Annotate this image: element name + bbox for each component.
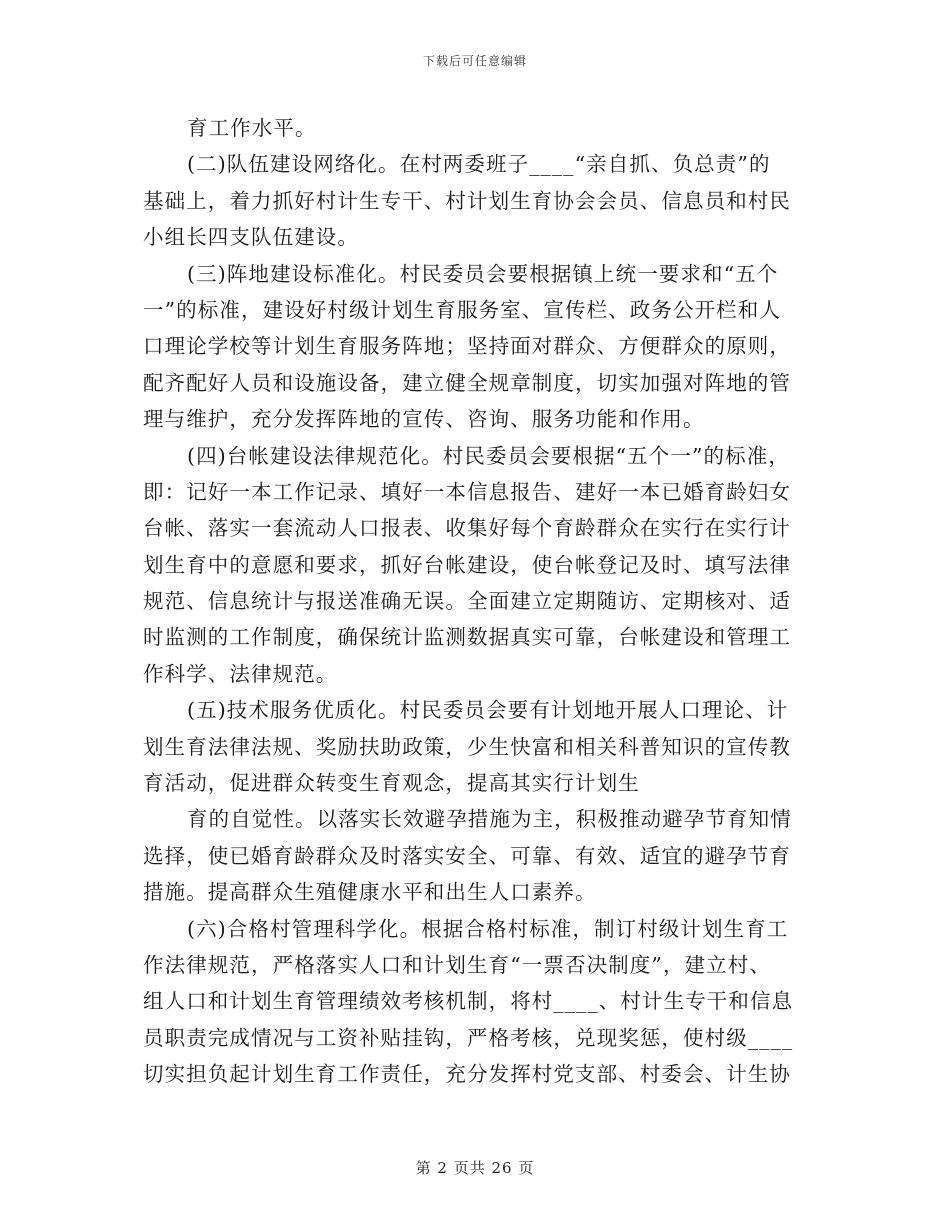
text-line: 即：记好一本工作记录、填好一本信息报告、建好一本已婚育龄妇女 (143, 479, 791, 504)
text-line: (三)阵地建设标准化。村民委员会要根据镇上统一要求和“五个 (187, 261, 779, 286)
text-line: 台帐、落实一套流动人口报表、收集好每个育龄群众在实行在实行计 (143, 516, 791, 541)
text-line: 育的自觉性。以落实长效避孕措施为主，积极推动避孕节育知情 (187, 807, 792, 832)
text-line: 划生育中的意愿和要求，抓好台帐建设，使台帐登记及时、填写法律 (143, 552, 791, 577)
text-line: 切实担负起计划生育工作责任，充分发挥村党支部、村委会、计生协 (143, 1062, 791, 1087)
text-line: 基础上，着力抓好村计生专干、村计划生育协会会员、信息员和村民 (143, 188, 791, 213)
text-line: 一”的标准，建设好村级计划生育服务室、宣传栏、政务公开栏和人 (143, 297, 781, 322)
text-line: 员职责完成情况与工资补贴挂钩，严格考核，兑现奖惩，使村级____ (143, 1025, 794, 1050)
text-line: 配齐配好人员和设施设备，建立健全规章制度，切实加强对阵地的管 (143, 370, 791, 395)
page-header: 下载后可任意编辑 (422, 54, 527, 68)
text-line: 育工作水平。 (187, 116, 317, 140)
text-line: 措施。提高群众生殖健康水平和出生人口素养。 (143, 880, 597, 905)
text-line: (六)合格村管理科学化。根据合格村标准，制订村级计划生育工 (187, 916, 789, 941)
text-line: 作法律规范，严格落实人口和计划生育“一票否决制度”，建立村、 (143, 952, 771, 977)
text-line: (二)队伍建设网络化。在村两委班子____“亲自抓、负总责”的 (187, 152, 771, 177)
page-footer: 第 2 页共 26 页 (415, 1159, 535, 1177)
text-line: 组人口和计划生育管理绩效考核机制，将村____、村计生专干和信息 (143, 989, 794, 1014)
text-line: 时监测的工作制度，确保统计监测数据真实可靠，台帐建设和管理工 (143, 625, 791, 650)
text-line: 理与维护，充分发挥阵地的宣传、咨询、服务功能和作用。 (143, 407, 705, 432)
text-line: 划生育法律法规、奖励扶助政策，少生快富和相关科普知识的宣传教 (143, 734, 791, 759)
text-line: (五)技术服务优质化。村民委员会要有计划地开展人口理论、计 (187, 698, 789, 723)
text-line: 规范、信息统计与报送准确无误。全面建立定期随访、定期核对、适 (143, 589, 791, 614)
text-line: 选择，使已婚育龄群众及时落实安全、可靠、有效、适宜的避孕节育 (143, 843, 791, 868)
text-line: 小组长四支队伍建设。 (143, 225, 359, 250)
text-line: 口理论学校等计划生育服务阵地；坚持面对群众、方便群众的原则， (143, 334, 791, 359)
text-line: 育活动，促进群众转变生育观念，提高其实行计划生 (143, 771, 640, 796)
text-line: 作科学、法律规范。 (143, 661, 338, 686)
document-body (143, 110, 808, 1093)
text-line: (四)台帐建设法律规范化。村民委员会要根据“五个一”的标准， (187, 443, 790, 468)
